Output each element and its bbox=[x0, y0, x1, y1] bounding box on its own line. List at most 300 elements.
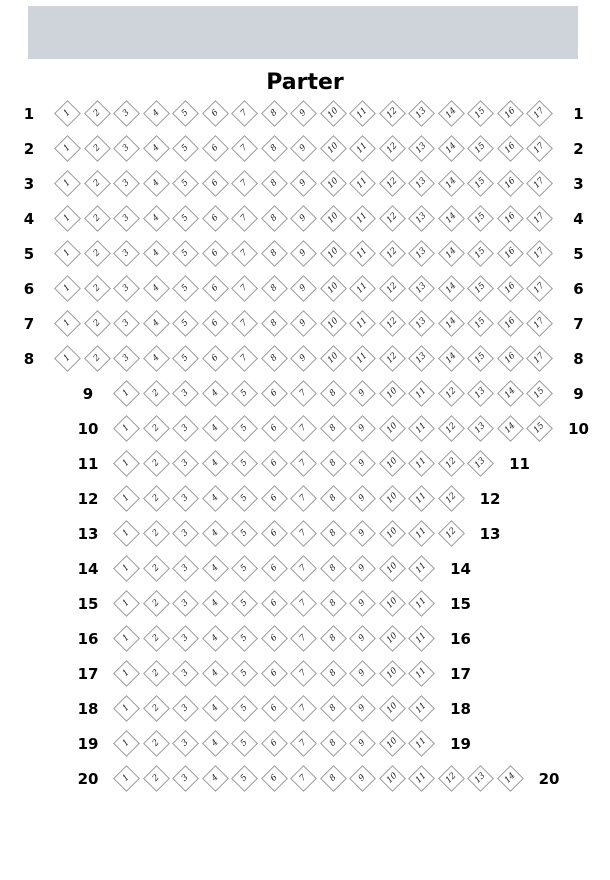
seat-14-6[interactable] bbox=[261, 555, 288, 582]
seat-1-12[interactable] bbox=[379, 100, 406, 127]
seat-18-6[interactable] bbox=[261, 695, 288, 722]
seat-7-9[interactable] bbox=[290, 310, 317, 337]
seat-12-6[interactable] bbox=[261, 485, 288, 512]
seat-2-7[interactable] bbox=[231, 135, 258, 162]
seat-1-7[interactable] bbox=[231, 100, 258, 127]
seat-4-2[interactable] bbox=[84, 205, 111, 232]
seat-12-1[interactable] bbox=[113, 485, 140, 512]
seat-14-8[interactable] bbox=[320, 555, 347, 582]
seat-19-5[interactable] bbox=[231, 730, 258, 757]
seat-6-4[interactable] bbox=[143, 275, 170, 302]
seat-16-2[interactable] bbox=[143, 625, 170, 652]
seat-4-12[interactable] bbox=[379, 205, 406, 232]
seat-cell bbox=[289, 659, 319, 689]
seat-20-4[interactable] bbox=[202, 765, 229, 792]
seat-9-8[interactable] bbox=[320, 380, 347, 407]
seat-17-11[interactable] bbox=[408, 660, 435, 687]
seat-18-1[interactable] bbox=[113, 695, 140, 722]
seat-3-17[interactable] bbox=[526, 170, 553, 197]
seat-4-5[interactable] bbox=[172, 205, 199, 232]
seat-19-2[interactable] bbox=[143, 730, 170, 757]
seat-3-6[interactable] bbox=[202, 170, 229, 197]
seat-19-10[interactable] bbox=[379, 730, 406, 757]
seat-5-13[interactable] bbox=[408, 240, 435, 267]
seat-10-6[interactable] bbox=[261, 415, 288, 442]
seat-4-10[interactable] bbox=[320, 205, 347, 232]
seat-11-8[interactable] bbox=[320, 450, 347, 477]
seat-3-9[interactable] bbox=[290, 170, 317, 197]
seat-number-label: 10 bbox=[384, 525, 400, 541]
seat-10-7[interactable] bbox=[290, 415, 317, 442]
seat-17-7[interactable] bbox=[290, 660, 317, 687]
seat-15-3[interactable] bbox=[172, 590, 199, 617]
seat-13-2[interactable] bbox=[143, 520, 170, 547]
seat-7-5[interactable] bbox=[172, 310, 199, 337]
seat-cell bbox=[201, 309, 231, 339]
seat-number-label: 13 bbox=[473, 770, 488, 786]
seat-2-1[interactable] bbox=[54, 135, 81, 162]
seat-20-8[interactable] bbox=[320, 765, 347, 792]
seat-2-3[interactable] bbox=[113, 135, 140, 162]
seat-18-7[interactable] bbox=[290, 695, 317, 722]
seat-15-11[interactable] bbox=[408, 590, 435, 617]
seat-5-17[interactable] bbox=[526, 240, 553, 267]
seat-6-1[interactable] bbox=[54, 275, 81, 302]
seat-3-10[interactable] bbox=[320, 170, 347, 197]
seat-9-3[interactable] bbox=[172, 380, 199, 407]
seat-3-11[interactable] bbox=[349, 170, 376, 197]
seat-3-14[interactable] bbox=[438, 170, 465, 197]
seat-19-1[interactable] bbox=[113, 730, 140, 757]
seat-6-8[interactable] bbox=[261, 275, 288, 302]
seat-9-9[interactable] bbox=[349, 380, 376, 407]
seat-6-11[interactable] bbox=[349, 275, 376, 302]
seat-number-label: 3 bbox=[180, 632, 192, 644]
seat-8-5[interactable] bbox=[172, 345, 199, 372]
seat-14-2[interactable] bbox=[143, 555, 170, 582]
seat-16-6[interactable] bbox=[261, 625, 288, 652]
seat-5-1[interactable] bbox=[54, 240, 81, 267]
seat-12-5[interactable] bbox=[231, 485, 258, 512]
seat-18-11[interactable] bbox=[408, 695, 435, 722]
seat-18-4[interactable] bbox=[202, 695, 229, 722]
seat-10-3[interactable] bbox=[172, 415, 199, 442]
seat-13-5[interactable] bbox=[231, 520, 258, 547]
seat-3-4[interactable] bbox=[143, 170, 170, 197]
seat-11-1[interactable] bbox=[113, 450, 140, 477]
seat-10-13[interactable] bbox=[467, 415, 494, 442]
seat-7-8[interactable] bbox=[261, 310, 288, 337]
seat-20-7[interactable] bbox=[290, 765, 317, 792]
seat-2-12[interactable] bbox=[379, 135, 406, 162]
seat-14-11[interactable] bbox=[408, 555, 435, 582]
seat-5-7[interactable] bbox=[231, 240, 258, 267]
seat-11-5[interactable] bbox=[231, 450, 258, 477]
seat-6-10[interactable] bbox=[320, 275, 347, 302]
seat-16-9[interactable] bbox=[349, 625, 376, 652]
seat-9-2[interactable] bbox=[143, 380, 170, 407]
seat-1-3[interactable] bbox=[113, 100, 140, 127]
seat-20-2[interactable] bbox=[143, 765, 170, 792]
seat-13-9[interactable] bbox=[349, 520, 376, 547]
seat-10-15[interactable] bbox=[526, 415, 553, 442]
seat-12-4[interactable] bbox=[202, 485, 229, 512]
seat-7-11[interactable] bbox=[349, 310, 376, 337]
seat-3-2[interactable] bbox=[84, 170, 111, 197]
seat-14-9[interactable] bbox=[349, 555, 376, 582]
seat-17-3[interactable] bbox=[172, 660, 199, 687]
seat-5-4[interactable] bbox=[143, 240, 170, 267]
seat-11-11[interactable] bbox=[408, 450, 435, 477]
seat-7-12[interactable] bbox=[379, 310, 406, 337]
seat-8-11[interactable] bbox=[349, 345, 376, 372]
seat-7-6[interactable] bbox=[202, 310, 229, 337]
seat-7-16[interactable] bbox=[497, 310, 524, 337]
seat-cell bbox=[378, 694, 408, 724]
seat-8-16[interactable] bbox=[497, 345, 524, 372]
seat-cell bbox=[378, 624, 408, 654]
seat-13-12[interactable] bbox=[438, 520, 465, 547]
seat-10-12[interactable] bbox=[438, 415, 465, 442]
seat-13-7[interactable] bbox=[290, 520, 317, 547]
seat-13-4[interactable] bbox=[202, 520, 229, 547]
seat-13-10[interactable] bbox=[379, 520, 406, 547]
seat-13-1[interactable] bbox=[113, 520, 140, 547]
seat-19-3[interactable] bbox=[172, 730, 199, 757]
seat-3-1[interactable] bbox=[54, 170, 81, 197]
seat-4-8[interactable] bbox=[261, 205, 288, 232]
seat-4-17[interactable] bbox=[526, 205, 553, 232]
seat-12-9[interactable] bbox=[349, 485, 376, 512]
seat-1-1[interactable] bbox=[54, 100, 81, 127]
seat-3-12[interactable] bbox=[379, 170, 406, 197]
seat-2-11[interactable] bbox=[349, 135, 376, 162]
seat-4-9[interactable] bbox=[290, 205, 317, 232]
seat-11-3[interactable] bbox=[172, 450, 199, 477]
seat-cell bbox=[348, 589, 378, 619]
seat-4-11[interactable] bbox=[349, 205, 376, 232]
seat-8-10[interactable] bbox=[320, 345, 347, 372]
seat-5-8[interactable] bbox=[261, 240, 288, 267]
seat-8-9[interactable] bbox=[290, 345, 317, 372]
seat-1-14[interactable] bbox=[438, 100, 465, 127]
seat-18-10[interactable] bbox=[379, 695, 406, 722]
seat-5-12[interactable] bbox=[379, 240, 406, 267]
seat-3-16[interactable] bbox=[497, 170, 524, 197]
seat-1-10[interactable] bbox=[320, 100, 347, 127]
seat-9-12[interactable] bbox=[438, 380, 465, 407]
seat-1-11[interactable] bbox=[349, 100, 376, 127]
seat-8-13[interactable] bbox=[408, 345, 435, 372]
seat-4-14[interactable] bbox=[438, 205, 465, 232]
seat-20-13[interactable] bbox=[467, 765, 494, 792]
seat-5-6[interactable] bbox=[202, 240, 229, 267]
seat-9-5[interactable] bbox=[231, 380, 258, 407]
seat-6-2[interactable] bbox=[84, 275, 111, 302]
seat-16-10[interactable] bbox=[379, 625, 406, 652]
seat-1-13[interactable] bbox=[408, 100, 435, 127]
seat-6-9[interactable] bbox=[290, 275, 317, 302]
seat-17-6[interactable] bbox=[261, 660, 288, 687]
seat-10-1[interactable] bbox=[113, 415, 140, 442]
seat-9-7[interactable] bbox=[290, 380, 317, 407]
seat-5-9[interactable] bbox=[290, 240, 317, 267]
seat-3-3[interactable] bbox=[113, 170, 140, 197]
seat-18-8[interactable] bbox=[320, 695, 347, 722]
seat-12-8[interactable] bbox=[320, 485, 347, 512]
seat-3-8[interactable] bbox=[261, 170, 288, 197]
seat-1-6[interactable] bbox=[202, 100, 229, 127]
seat-12-10[interactable] bbox=[379, 485, 406, 512]
seat-12-11[interactable] bbox=[408, 485, 435, 512]
seat-6-7[interactable] bbox=[231, 275, 258, 302]
seat-7-3[interactable] bbox=[113, 310, 140, 337]
seat-13-11[interactable] bbox=[408, 520, 435, 547]
seat-15-5[interactable] bbox=[231, 590, 258, 617]
seat-10-14[interactable] bbox=[497, 415, 524, 442]
seat-6-12[interactable] bbox=[379, 275, 406, 302]
seat-8-17[interactable] bbox=[526, 345, 553, 372]
seat-1-17[interactable] bbox=[526, 100, 553, 127]
seat-8-2[interactable] bbox=[84, 345, 111, 372]
seat-10-11[interactable] bbox=[408, 415, 435, 442]
seat-8-14[interactable] bbox=[438, 345, 465, 372]
seat-15-9[interactable] bbox=[349, 590, 376, 617]
seat-7-10[interactable] bbox=[320, 310, 347, 337]
seat-14-4[interactable] bbox=[202, 555, 229, 582]
seat-20-10[interactable] bbox=[379, 765, 406, 792]
seat-19-6[interactable] bbox=[261, 730, 288, 757]
seat-4-3[interactable] bbox=[113, 205, 140, 232]
seat-12-3[interactable] bbox=[172, 485, 199, 512]
seat-1-9[interactable] bbox=[290, 100, 317, 127]
seat-cell bbox=[112, 99, 142, 129]
seat-4-15[interactable] bbox=[467, 205, 494, 232]
seat-12-12[interactable] bbox=[438, 485, 465, 512]
seat-number-label: 12 bbox=[443, 770, 459, 786]
seat-9-6[interactable] bbox=[261, 380, 288, 407]
seat-14-10[interactable] bbox=[379, 555, 406, 582]
seat-number-label: 17 bbox=[532, 175, 547, 191]
seat-5-10[interactable] bbox=[320, 240, 347, 267]
seat-18-3[interactable] bbox=[172, 695, 199, 722]
seat-1-4[interactable] bbox=[143, 100, 170, 127]
seat-8-1[interactable] bbox=[54, 345, 81, 372]
seat-15-6[interactable] bbox=[261, 590, 288, 617]
seat-2-9[interactable] bbox=[290, 135, 317, 162]
seat-5-14[interactable] bbox=[438, 240, 465, 267]
seat-2-13[interactable] bbox=[408, 135, 435, 162]
seat-1-15[interactable] bbox=[467, 100, 494, 127]
seat-6-15[interactable] bbox=[467, 275, 494, 302]
seat-10-5[interactable] bbox=[231, 415, 258, 442]
seat-17-1[interactable] bbox=[113, 660, 140, 687]
seat-8-4[interactable] bbox=[143, 345, 170, 372]
seat-6-5[interactable] bbox=[172, 275, 199, 302]
seat-9-15[interactable] bbox=[526, 380, 553, 407]
seat-17-10[interactable] bbox=[379, 660, 406, 687]
seat-15-7[interactable] bbox=[290, 590, 317, 617]
seat-19-8[interactable] bbox=[320, 730, 347, 757]
seat-4-4[interactable] bbox=[143, 205, 170, 232]
seat-20-14[interactable] bbox=[497, 765, 524, 792]
seat-17-9[interactable] bbox=[349, 660, 376, 687]
seat-9-13[interactable] bbox=[467, 380, 494, 407]
seat-13-8[interactable] bbox=[320, 520, 347, 547]
seat-11-6[interactable] bbox=[261, 450, 288, 477]
seat-15-10[interactable] bbox=[379, 590, 406, 617]
seat-20-3[interactable] bbox=[172, 765, 199, 792]
seat-5-2[interactable] bbox=[84, 240, 111, 267]
seat-19-11[interactable] bbox=[408, 730, 435, 757]
seat-20-5[interactable] bbox=[231, 765, 258, 792]
seat-number-label: 3 bbox=[180, 562, 192, 574]
seat-2-5[interactable] bbox=[172, 135, 199, 162]
seat-17-8[interactable] bbox=[320, 660, 347, 687]
seat-8-8[interactable] bbox=[261, 345, 288, 372]
seat-17-4[interactable] bbox=[202, 660, 229, 687]
seat-2-2[interactable] bbox=[84, 135, 111, 162]
seat-19-7[interactable] bbox=[290, 730, 317, 757]
seat-7-13[interactable] bbox=[408, 310, 435, 337]
seat-11-9[interactable] bbox=[349, 450, 376, 477]
seat-7-7[interactable] bbox=[231, 310, 258, 337]
seat-6-17[interactable] bbox=[526, 275, 553, 302]
seat-10-4[interactable] bbox=[202, 415, 229, 442]
seat-16-3[interactable] bbox=[172, 625, 199, 652]
seat-7-2[interactable] bbox=[84, 310, 111, 337]
seat-10-8[interactable] bbox=[320, 415, 347, 442]
seat-13-6[interactable] bbox=[261, 520, 288, 547]
seat-9-10[interactable] bbox=[379, 380, 406, 407]
seat-cell bbox=[289, 624, 319, 654]
seat-1-8[interactable] bbox=[261, 100, 288, 127]
seat-3-13[interactable] bbox=[408, 170, 435, 197]
seat-7-14[interactable] bbox=[438, 310, 465, 337]
seat-5-16[interactable] bbox=[497, 240, 524, 267]
seat-2-8[interactable] bbox=[261, 135, 288, 162]
seat-5-3[interactable] bbox=[113, 240, 140, 267]
seat-16-8[interactable] bbox=[320, 625, 347, 652]
seat-14-3[interactable] bbox=[172, 555, 199, 582]
seat-number-label: 4 bbox=[209, 562, 221, 574]
seat-2-4[interactable] bbox=[143, 135, 170, 162]
seat-10-10[interactable] bbox=[379, 415, 406, 442]
seat-18-5[interactable] bbox=[231, 695, 258, 722]
seat-4-13[interactable] bbox=[408, 205, 435, 232]
seat-8-7[interactable] bbox=[231, 345, 258, 372]
seat-8-15[interactable] bbox=[467, 345, 494, 372]
seat-5-15[interactable] bbox=[467, 240, 494, 267]
seat-5-5[interactable] bbox=[172, 240, 199, 267]
seat-7-15[interactable] bbox=[467, 310, 494, 337]
seat-20-9[interactable] bbox=[349, 765, 376, 792]
seat-3-15[interactable] bbox=[467, 170, 494, 197]
seat-10-9[interactable] bbox=[349, 415, 376, 442]
seat-12-7[interactable] bbox=[290, 485, 317, 512]
seat-9-14[interactable] bbox=[497, 380, 524, 407]
seat-6-13[interactable] bbox=[408, 275, 435, 302]
seat-cell bbox=[348, 309, 378, 339]
seat-14-7[interactable] bbox=[290, 555, 317, 582]
seat-6-6[interactable] bbox=[202, 275, 229, 302]
seat-1-5[interactable] bbox=[172, 100, 199, 127]
seat-17-5[interactable] bbox=[231, 660, 258, 687]
seat-11-10[interactable] bbox=[379, 450, 406, 477]
seat-7-17[interactable] bbox=[526, 310, 553, 337]
seat-16-7[interactable] bbox=[290, 625, 317, 652]
seat-6-3[interactable] bbox=[113, 275, 140, 302]
seat-20-1[interactable] bbox=[113, 765, 140, 792]
seat-15-2[interactable] bbox=[143, 590, 170, 617]
seat-2-14[interactable] bbox=[438, 135, 465, 162]
seat-16-5[interactable] bbox=[231, 625, 258, 652]
seat-4-6[interactable] bbox=[202, 205, 229, 232]
seat-9-11[interactable] bbox=[408, 380, 435, 407]
seat-6-16[interactable] bbox=[497, 275, 524, 302]
seat-6-14[interactable] bbox=[438, 275, 465, 302]
seat-9-4[interactable] bbox=[202, 380, 229, 407]
seat-2-10[interactable] bbox=[320, 135, 347, 162]
seat-row-12 bbox=[14, 481, 610, 516]
seat-number-label: 2 bbox=[150, 597, 162, 609]
seat-1-16[interactable] bbox=[497, 100, 524, 127]
seat-15-1[interactable] bbox=[113, 590, 140, 617]
seat-11-12[interactable] bbox=[438, 450, 465, 477]
seat-9-1[interactable] bbox=[113, 380, 140, 407]
seat-14-1[interactable] bbox=[113, 555, 140, 582]
seat-4-16[interactable] bbox=[497, 205, 524, 232]
seat-3-5[interactable] bbox=[172, 170, 199, 197]
seat-7-1[interactable] bbox=[54, 310, 81, 337]
seat-11-13[interactable] bbox=[467, 450, 494, 477]
seat-11-2[interactable] bbox=[143, 450, 170, 477]
seat-20-11[interactable] bbox=[408, 765, 435, 792]
seat-15-8[interactable] bbox=[320, 590, 347, 617]
seat-3-7[interactable] bbox=[231, 170, 258, 197]
seat-11-4[interactable] bbox=[202, 450, 229, 477]
seat-10-2[interactable] bbox=[143, 415, 170, 442]
seat-8-3[interactable] bbox=[113, 345, 140, 372]
seat-2-15[interactable] bbox=[467, 135, 494, 162]
seat-2-17[interactable] bbox=[526, 135, 553, 162]
seat-20-6[interactable] bbox=[261, 765, 288, 792]
seat-18-9[interactable] bbox=[349, 695, 376, 722]
seat-2-16[interactable] bbox=[497, 135, 524, 162]
seat-2-6[interactable] bbox=[202, 135, 229, 162]
seat-16-1[interactable] bbox=[113, 625, 140, 652]
seat-16-11[interactable] bbox=[408, 625, 435, 652]
seat-19-4[interactable] bbox=[202, 730, 229, 757]
seat-14-5[interactable] bbox=[231, 555, 258, 582]
seat-5-11[interactable] bbox=[349, 240, 376, 267]
seat-8-12[interactable] bbox=[379, 345, 406, 372]
seat-1-2[interactable] bbox=[84, 100, 111, 127]
seat-17-2[interactable] bbox=[143, 660, 170, 687]
seat-8-6[interactable] bbox=[202, 345, 229, 372]
seat-20-12[interactable] bbox=[438, 765, 465, 792]
seat-19-9[interactable] bbox=[349, 730, 376, 757]
seat-12-2[interactable] bbox=[143, 485, 170, 512]
seat-11-7[interactable] bbox=[290, 450, 317, 477]
seat-13-3[interactable] bbox=[172, 520, 199, 547]
seat-7-4[interactable] bbox=[143, 310, 170, 337]
seat-4-1[interactable] bbox=[54, 205, 81, 232]
seat-15-4[interactable] bbox=[202, 590, 229, 617]
seat-4-7[interactable] bbox=[231, 205, 258, 232]
seat-18-2[interactable] bbox=[143, 695, 170, 722]
seat-16-4[interactable] bbox=[202, 625, 229, 652]
